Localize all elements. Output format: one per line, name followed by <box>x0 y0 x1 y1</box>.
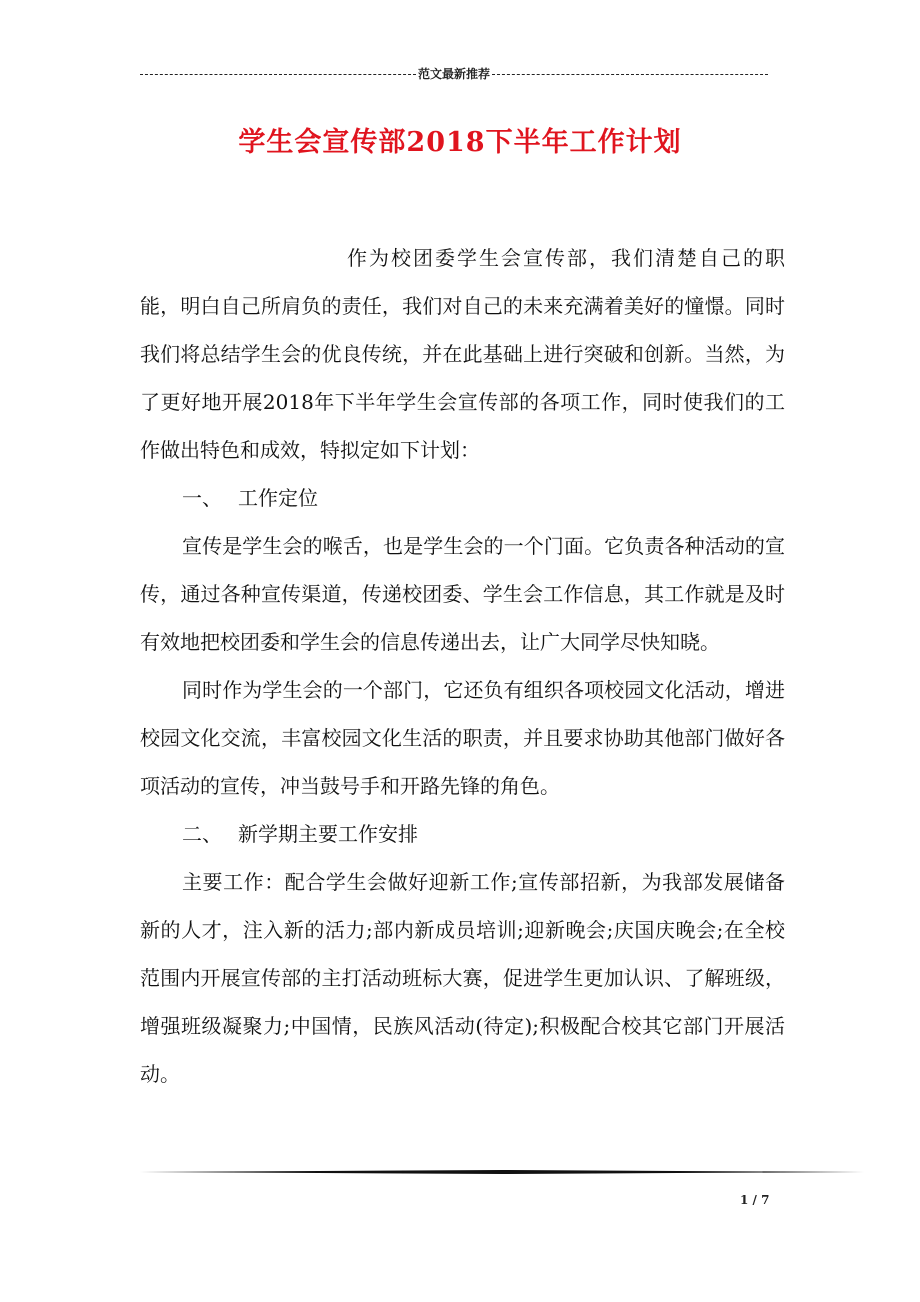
header-dashes-left <box>140 74 416 75</box>
section-number-2: 二、 <box>182 822 222 846</box>
section-title-1: 工作定位 <box>238 486 318 510</box>
section-heading-1 <box>140 474 785 522</box>
document-title: 学生会宣传部2018下半年工作计划 <box>238 127 682 158</box>
paragraph-positioning-2: 同时作为学生会的一个部门，它还负有组织各项校园文化活动，增进校园文化交流，丰富校园文化生活的职责，并且要求协助其他部门做好各项活动的宣传，冲当鼓号手和开路先锋的角色。 <box>140 678 785 798</box>
document-body <box>140 234 785 1098</box>
page-number: 1 / 7 <box>740 1193 770 1207</box>
header-dashes-right <box>492 74 768 75</box>
footer-divider <box>140 1170 864 1174</box>
section-title-2: 新学期主要工作安排 <box>238 822 418 846</box>
header-label: 范文最新推荐 <box>418 67 491 81</box>
paragraph-main-work: 主要工作：配合学生会做好迎新工作;宣传部招新，为我部发展储备新的人才，注入新的活力;部内新成员培训;迎新晚会;庆国庆晚会;在全校范围内开展宣传部的主打活动班标大赛，促进学生更加认识、了解班级，增强班级凝聚力;中国情，民族风活动(待定);积极配合校其它部门开展活动。 <box>140 870 785 1086</box>
intro-paragraph: 作为校团委学生会宣传部，我们清楚自己的职能，明白自己所肩负的责任，我们对自己的未来充满着美好的憧憬。同时我们将总结学生会的优良传统，并在此基础上进行突破和创新。当然，为了更好地开展2018年下半年学生会宣传部的各项工作，同时使我们的工作做出特色和成效，特拟定如下计划： <box>140 246 785 462</box>
paragraph-positioning-1: 宣传是学生会的喉舌，也是学生会的一个门面。它负责各种活动的宣传，通过各种宣传渠道，传递校团委、学生会工作信息，其工作就是及时有效地把校团委和学生会的信息传递出去，让广大同学尽快知晓。 <box>140 534 785 654</box>
page-header <box>140 66 768 82</box>
section-heading-2 <box>140 810 785 858</box>
section-number-1: 一、 <box>182 486 222 510</box>
